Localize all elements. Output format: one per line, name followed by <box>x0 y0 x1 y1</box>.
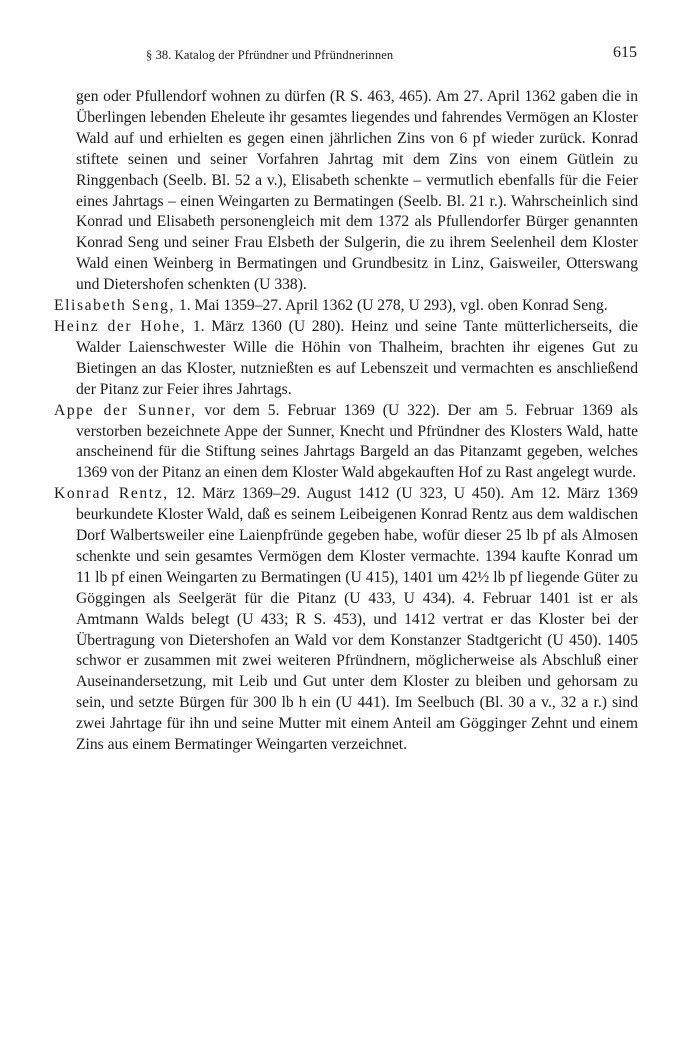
running-title: § 38. Katalog der Pfründner und Pfründnerinnen <box>146 48 394 62</box>
entry-konrad-rentz <box>54 484 638 756</box>
entry-continuation <box>54 87 638 296</box>
entry-text: vor dem 5. Februar 1369 (U 322). Der am 5. Februar 1369 als verstorben bezeichnete Appe der Sunner, Knecht und Pfründner des Klosters Wald, hatte anscheinend für die Stiftung seines Jahrtags Bargeld an das Pitanzamt gegeben, welches 1369 von der Pitanz an einen dem Kloster Wald abgekauften Hof zu Rast angelegt wurde. <box>76 401 638 482</box>
entry-text: gen oder Pfullendorf wohnen zu dürfen (R S. 463, 465). Am 27. April 1362 gaben die in Überlingen lebenden Eheleute ihr gesamtes liegendes und fahrendes Vermögen an Kloster Wald auf und erhielten es gegen einen jährlichen Zins von 6 pf wieder zurück. Konrad stiftete seinen und seiner Vorfahren Jahrtag mit dem Zins von einem Gütlein zu Ringgenbach (Seelb. Bl. 52 a v.), Elisabeth schenkte – vermutlich ebenfalls für die Feier eines Jahrtags – einen Weingarten zu Bermatingen (Seelb. Bl. 21 r.). Wahrscheinlich sind Konrad und Elisabeth personengleich mit dem 1372 als Pfullendorfer Bürger genannten Konrad Seng und seiner Frau Elsbeth der Sulgerin, die zu ihrem Seelenheil dem Kloster Wald einen Weinberg in Bermatingen und Grundbesitz in Linz, Gaisweiler, Otterswang und Dietershofen schenkten (U 338). <box>76 88 638 294</box>
page-number: 615 <box>613 44 637 61</box>
catalog-text <box>54 87 638 756</box>
running-head <box>0 44 700 66</box>
entry-text: 1. März 1360 (U 280). Heinz und seine Tante mütterlicherseits, die Walder Laienschwester Wille die Höhin von Thalheim, brachten ihr eigenes Gut zu Bietingen an das Kloster, nutznießten es auf Lebenszeit und vermachten es anschließend der Pitanz zur Feier ihres Jahrtags. <box>76 317 638 398</box>
entry-heinz-der-hohe <box>54 317 638 401</box>
entry-text: 12. März 1369–29. August 1412 (U 323, U 450). Am 12. März 1369 beurkundete Kloster Wald, daß es seinem Leibeigenen Konrad Rentz aus dem waldischen Dorf Walbertsweiler eine Laienpfründe gegeben habe, wofür dieser 25 lb pf als Almosen schenkte und sein gesamtes Vermögen dem Kloster vermachte. 1394 kaufte Konrad um 11 lb pf einen Weingarten zu Bermatingen (U 415), 1401 um 42½ lb pf liegende Güter zu Göggingen als Seelgerät für die Pitanz (U 433, U 434). 4. Februar 1401 ist er als Amtmann Walds belegt (U 433; R S. 453), und 1412 vertrat er das Kloster bei der Übertragung von Dietershofen an Wald vor dem Konstanzer Stadtgericht (U 450). 1405 schwor er zusammen mit zwei weiteren Pfründnern, möglicherweise als Abschluß einer Auseinandersetzung, mit Leib und Gut unter dem Kloster zu bleiben und gehorsam zu sein, und setzte Bürgen für 300 lb h ein (U 441). Im Seelbuch (Bl. 30 a v., 32 a r.) sind zwei Jahrtage für ihn und seine Mutter mit einem Anteil am Gögginger Zehnt und einem Zins aus einem Bermatinger Weingarten verzeichnet. <box>76 485 638 754</box>
entry-name: Appe der Sunner, <box>54 401 197 419</box>
entry-elisabeth-seng <box>54 296 638 317</box>
entry-text: 1. Mai 1359–27. April 1362 (U 278, U 293), vgl. oben Konrad Seng. <box>175 297 608 315</box>
entry-appe-der-sunner <box>54 401 638 485</box>
entry-name: Elisabeth Seng, <box>54 297 176 315</box>
entry-name: Heinz der Hohe, <box>54 317 187 335</box>
entry-name: Konrad Rentz, <box>54 485 169 503</box>
